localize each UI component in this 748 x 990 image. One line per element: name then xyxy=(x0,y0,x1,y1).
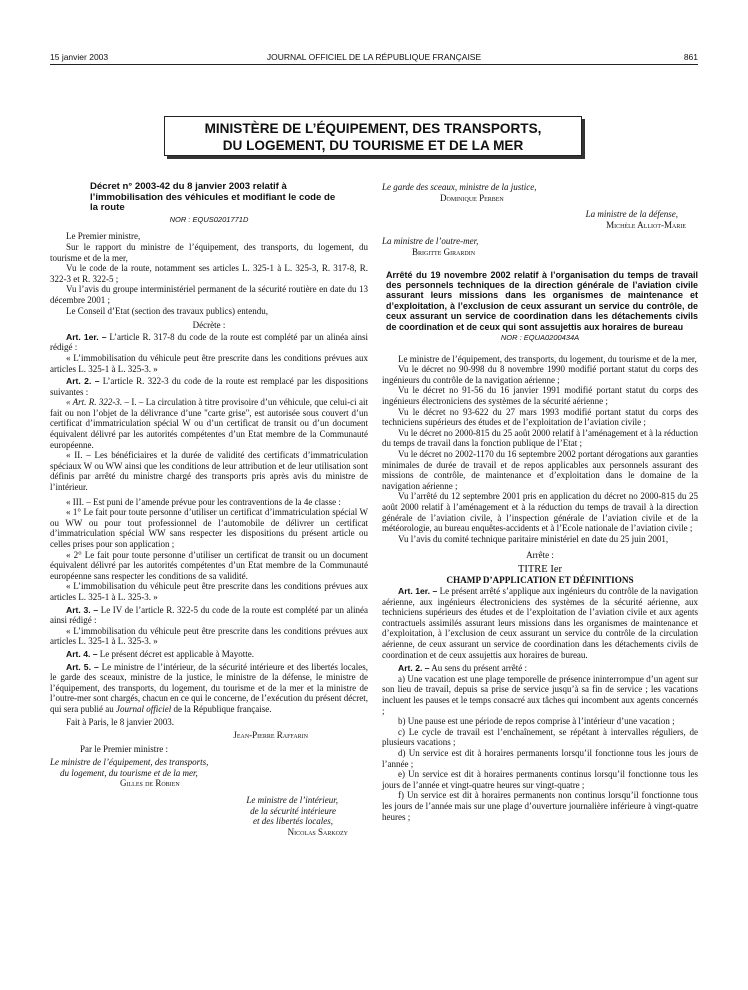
paragraph: « L’immobilisation du véhicule peut être prescrite dans les conditions prévues aux articles L. 325-1 à L. 325-3. » xyxy=(50,581,368,602)
article-4 xyxy=(50,649,368,660)
signatory-name: Brigitte Girardin xyxy=(412,246,476,257)
definition-d: d) Un service est dit à horaires permanents lorsqu’il fonctionne tous les jours de l’année ; xyxy=(382,747,698,769)
paragraph: Vu le décret no 91-56 du 16 janvier 1991 modifié portant statut du corps des ingénieurs électroniciens des systèmes de la sécurité aérienne ; xyxy=(382,385,698,406)
signatory-name: Michèle Alliot-Marie xyxy=(606,219,686,230)
titre-heading: TITRE Ier xyxy=(517,563,563,575)
paragraph: Le ministre de l’équipement, des transports, du logement, du tourisme et de la mer, xyxy=(398,353,697,364)
header-rule xyxy=(50,64,698,65)
definition-c: c) Le cycle de travail est l’enchaînement, se répétant à intervalles réguliers, de plusieurs vacations ; xyxy=(382,726,698,748)
article-label: Art. 1er. – xyxy=(66,331,107,342)
paragraph: Vu l’avis du comité technique paritaire ministériel en date du 25 juin 2001, xyxy=(398,533,669,544)
definition-b: b) Une pause est une période de repos comprise à l’intérieur d’une vacation ; xyxy=(398,716,675,727)
article-text: Le ministre de l’intérieur, de la sécurité intérieure et des libertés locales, le garde des sceaux, ministre de la justice, le ministre de la défense, le ministre de l’équipement, des transports, du logement, du tourisme et de la mer et la ministre de l’outre-mer sont chargés, chacun en ce qui le concerne, de l’exécution du présent décret, qui sera publié au xyxy=(50,661,369,714)
paragraph: « 1° Le fait pour toute personne d’utiliser un certificat d’immatriculation spécial W ou WW ou pour tout professionnel de l’automobile de délivrer un certificat d’immatriculation spécial WW sans respecter les dispositions du présent article ou celles prises pour son application ; xyxy=(50,507,368,549)
journal-officiel-ref: Journal officiel xyxy=(115,703,172,714)
decret-nor: NOR : EQUS0201771D xyxy=(169,214,249,224)
paragraph: Vu le code de la route, notamment ses articles L. 325-1 à L. 325-3, R. 317-8, R. 322-3 et R. 322-5 ; xyxy=(50,263,368,284)
right-column xyxy=(382,182,698,822)
article-label: Art. 1er. – xyxy=(398,586,438,597)
paragraph: Vu le décret no 2000-815 du 25 août 2000 relatif à l’aménagement et à la réduction du temps de travail dans la fonction publique de l’Etat ; xyxy=(382,427,698,449)
chapter-heading: CHAMP D’APPLICATION ET DÉFINITIONS xyxy=(446,575,634,586)
signatory-name: Dominique Perben xyxy=(440,192,504,203)
article-label: Art. 2. – xyxy=(398,663,430,674)
definition-e: e) Un service est dit à horaires permanents continus lorsqu’il fonctionne tous les jours de l’année et vingt-quatre heures sur vingt-quatre ; xyxy=(382,769,698,790)
paragraph: « 2° Le fait pour toute personne d’utiliser un certificat de transit ou un document équivalent délivré par les autorités compétentes d’un Etat membre de la Communauté européenne sans respecter les conditions de sa validité. xyxy=(50,549,368,581)
article-label: Art. 5. – xyxy=(66,661,99,672)
article-3 xyxy=(50,605,368,626)
signatory-name: Gilles de Robien xyxy=(120,778,180,789)
journal-title: JOURNAL OFFICIEL DE LA RÉPUBLIQUE FRANÇAISE xyxy=(266,52,482,62)
paragraph: Vu l’avis du groupe interministériel permanent de la sécurité routière en date du 13 décembre 2001 ; xyxy=(50,284,368,305)
signer-name: Jean-Pierre Raffarin xyxy=(233,730,308,741)
fait-a-paris: Fait à Paris, le 8 janvier 2003. xyxy=(66,716,174,727)
article-text: Au sens du présent arrêté : xyxy=(431,663,528,674)
signatory-role: de la sécurité intérieure xyxy=(250,805,336,816)
article-text: de la République française. xyxy=(173,703,272,714)
decret-title: Décret n° 2003-42 du 8 janvier 2003 relatif à l’immobilisation des véhicules et modifiant le code de la route xyxy=(90,181,336,214)
paragraph: Vu le décret no 2002-1170 du 16 septembre 2002 portant dérogations aux garanties minimales de durée de travail et de repos applicables aux personnels assurant des missions de contrôle, de maintenance et d’exploitation dans le domaine de la navigation aérienne ; xyxy=(382,448,698,491)
article-label: Art. 4. – xyxy=(66,648,98,659)
par-premier-ministre: Par le Premier ministre : xyxy=(80,743,168,754)
ministry-banner xyxy=(164,116,582,156)
decrete: Décrète : xyxy=(192,320,226,331)
article-text: Le IV de l’article R. 322-5 du code de la route est complété par un alinéa ainsi rédigé : xyxy=(50,604,369,626)
article-ref: « Art. R. 322-3. – xyxy=(66,397,129,408)
signatory-role: Le ministre de l’équipement, des transports, xyxy=(50,757,209,768)
arrete-title: Arrêté du 19 novembre 2002 relatif à l’organisation du temps de travail des personnels techniques de la direction générale de l’aviation civile assurant leurs missions dans les organismes de maintenance et d’exploitation, à l’exclusion de ceux assurant un service du contrôle, de ceux assurant un service de coordination dans les détachements civils de coordination et de ceux qui sont assujettis aux horaires de bureau xyxy=(386,269,698,332)
article-text: I. – La circulation à titre provisoire d’un véhicule, que celui-ci ait fait ou non l’objet de la délivrance d’une "carte grise", est autorisée sous couvert d’un certificat d’immatriculation spécial W ou d’un certificat de transit ou d’un document équivalent délivré par les autorités compétentes d’un Etat membre de la Communauté européenne. xyxy=(50,397,368,450)
signatory-role: Le garde des sceaux, ministre de la justice, xyxy=(382,182,537,192)
article-text: L’article R. 317-8 du code de la route est complété par un alinéa ainsi rédigé : xyxy=(50,331,368,353)
article-2 xyxy=(382,663,698,674)
ministry-line-1: MINISTÈRE DE L’ÉQUIPEMENT, DES TRANSPORTS, xyxy=(204,121,542,136)
paragraph: Le Premier ministre, xyxy=(66,231,141,242)
page-number: 861 xyxy=(683,52,698,62)
paragraph: Vu l’arrêté du 12 septembre 2001 pris en application du décret no 2000-815 du 25 août 2000 relatif à l’aménagement et à la réduction du temps de travail à la direction générale de l’aviation civile, à l’inspection générale de l’aviation civile et de la météorologie, au bureau enquêtes-accidents et à l’Ecole nationale de l’aviation civile ; xyxy=(382,491,698,534)
ministry-line-2: DU LOGEMENT, DU TOURISME ET DE LA MER xyxy=(222,138,524,153)
article-text: Le présent arrêté s’applique aux ingénieurs du contrôle de la navigation aérienne, aux ingénieurs électroniciens des systèmes de la sécurité aérienne, aux techniciens supérieurs des études et de l’exploitation de l’aviation civile et aux agents contractuels assimilés assurant leurs missions dans les organismes de maintenance et d’exploitation, à l’exclusion de ceux assurant un service du contrôle de la circulation aérienne, de ceux assurant un service de coordination dans les détachements civils de coordination et de ceux assujettis aux horaires de bureau. xyxy=(382,586,699,660)
paragraph: Vu le décret no 90-998 du 8 novembre 1990 modifié portant statut du corps des ingénieurs du contrôle de la navigation aérienne ; xyxy=(382,364,698,385)
article-text: Le présent décret est applicable à Mayotte. xyxy=(99,648,254,659)
signatory-role: du logement, du tourisme et de la mer, xyxy=(60,767,198,778)
paragraph: « L’immobilisation du véhicule peut être prescrite dans les conditions prévues aux articles L. 325-1 à L. 325-3. » xyxy=(50,352,368,374)
paragraph: « L’immobilisation du véhicule peut être prescrite dans les conditions prévues aux articles L. 325-1 à L. 325-3. » xyxy=(50,625,368,647)
signatory-role: La ministre de la défense, xyxy=(585,209,678,220)
signatory-role: La ministre de l’outre-mer, xyxy=(382,236,479,247)
article-1 xyxy=(382,586,698,660)
signatory-role: Le ministre de l’intérieur, xyxy=(246,795,338,806)
paragraph: Vu le décret no 93-622 du 27 mars 1993 modifié portant statut du corps des techniciens supérieurs des études et de l’exploitation de l’aviation civile ; xyxy=(382,406,698,428)
issue-date: 15 janvier 2003 xyxy=(50,52,109,62)
paragraph: « III. – Est puni de l’amende prévue pour les contraventions de la 4e classe : xyxy=(66,496,341,507)
article-text: L’article R. 322-3 du code de la route est remplacé par les dispositions suivantes : xyxy=(50,376,368,397)
paragraph: « II. – Les bénéficiaires et la durée de validité des certificats d’immatriculation spéciaux W ou WW ainsi que les conditions de leur attribution et de leur utilisation sont définis par arrêté du ministre chargé des transports pris après avis du ministre de l’intérieur. xyxy=(50,450,368,493)
article-1 xyxy=(50,332,368,353)
article-label: Art. 3. – xyxy=(66,604,99,615)
arrete-nor: NOR : EQUA0200434A xyxy=(500,333,580,342)
signatory-name: Nicolas Sarkozy xyxy=(287,826,348,837)
article-2 xyxy=(50,376,368,397)
paragraph xyxy=(50,397,368,450)
signatory-role: et des libertés locales, xyxy=(253,816,333,827)
paragraph: Le Conseil d’Etat (section des travaux publics) entendu, xyxy=(66,305,268,316)
paragraph: Sur le rapport du ministre de l’équipement, des transports, du logement, du tourisme et de la mer, xyxy=(50,241,368,263)
definition-f: f) Un service est dit à horaires permanents non continus lorsqu’il fonctionne tous les jours de l’année mais sur une plage d’ouverture journalière inférieure à vingt-quatre heures ; xyxy=(382,790,698,822)
definition-a: a) Une vacation est une plage temporelle de présence ininterrompue d’un agent sur son lieu de travail, depuis sa prise de service jusqu’à sa fin de service ; les vacations incluent les pauses et le temps consacré aux tâches qui incombent aux agents concernés ; xyxy=(382,673,698,716)
article-5 xyxy=(50,662,368,715)
article-label: Art. 2. – xyxy=(66,376,100,387)
arrete-verb: Arrête : xyxy=(526,550,554,561)
left-column xyxy=(50,182,368,837)
